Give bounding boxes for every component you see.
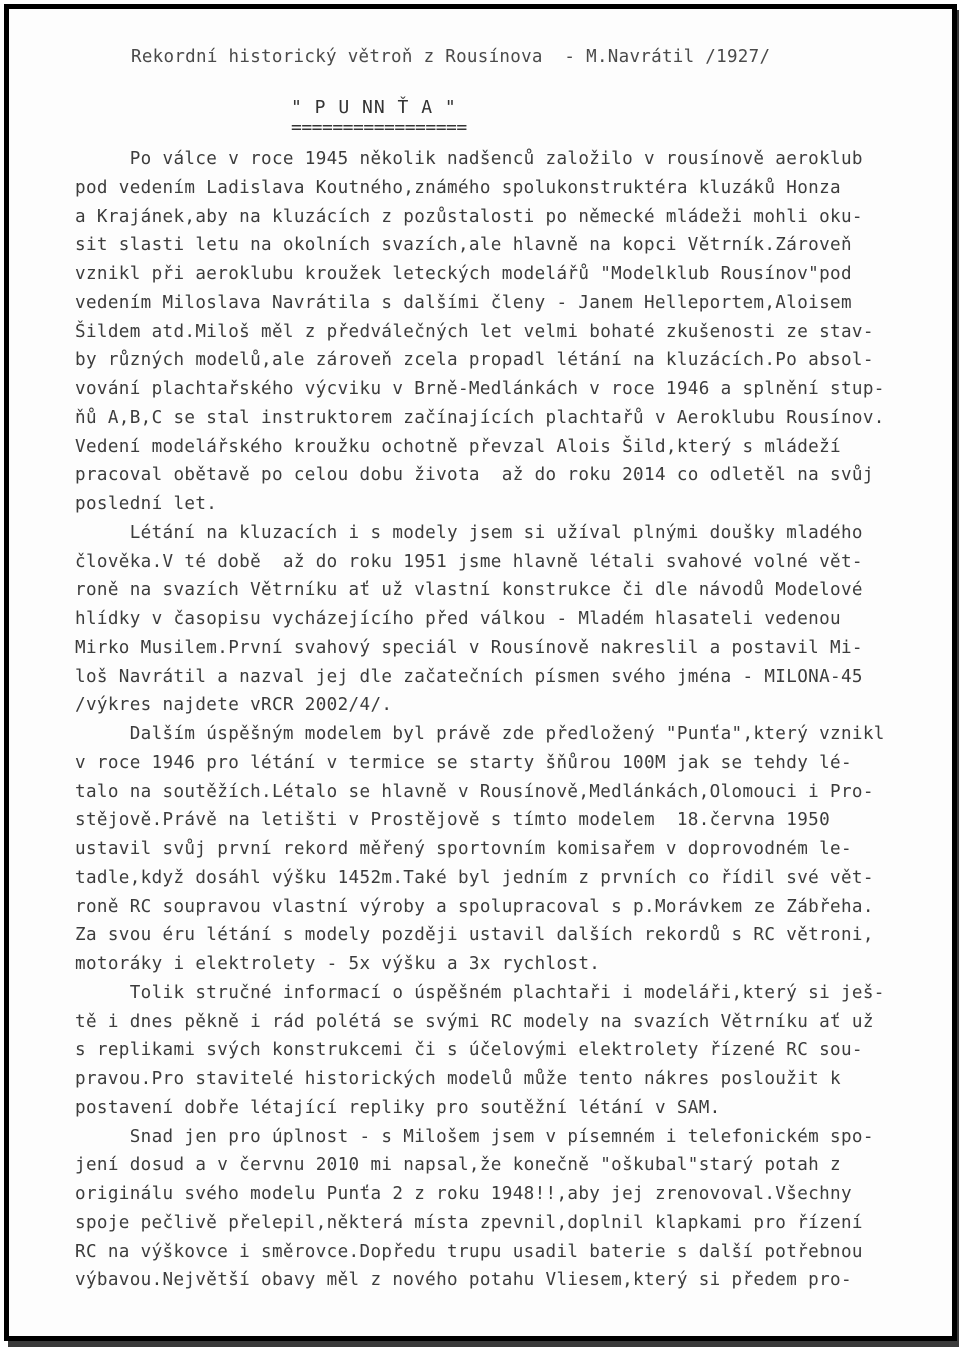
text-line: Za svou éru létání s modely později ustavil dalších rekordů s RC větroni,	[75, 925, 874, 946]
text-line: vování plachtařského výcviku v Brně-Medlánkách v roce 1946 a splnění stup-	[75, 379, 885, 399]
document-body	[75, 145, 945, 1295]
text-line: vedením Miloslava Navrátila s dalšími členy - Janem Helleportem,Aloisem	[75, 292, 852, 313]
text-line: v roce 1946 pro létání v termice se starty šňůrou 100M jak se tehdy lé-	[75, 752, 852, 773]
text-line: pravou.Pro stavitelé historických modelů může tento nákres posloužit k	[75, 1069, 841, 1089]
text-line: jení dosud a v červnu 2010 mi napsal,že konečně "oškubal"starý potah z	[75, 1155, 841, 1176]
text-line: člověka.V té době až do roku 1951 jsme hlavně létali svahové volné vět-	[75, 551, 863, 572]
text-line: a Krajánek,aby na kluzácích z pozůstalosti po německé mládeži mohli oku-	[75, 206, 863, 227]
text-line: s replikami svých konstrukcemi či s účelovými elektrolety řízené RC sou-	[75, 1040, 863, 1061]
text-line: talo na soutěžích.Létalo se hlavně v Rousínově,Medlánkách,Olomouci i Pro-	[75, 781, 874, 802]
text-line: loš Navrátil a nazval jej dle začatečních písmen svého jména - MILONA-45	[75, 666, 863, 687]
text-line: originálu svého modelu Punťa 2 z roku 1948!!,aby jej zrenovoval.Všechny	[75, 1184, 852, 1204]
text-line: Létání na kluzacích i s modely jsem si užíval plnými doušky mladého	[75, 522, 863, 543]
text-line: pod vedením Ladislava Koutného,známého spolukonstruktéra kluzáků Honza	[75, 177, 841, 198]
text-line: Snad jen pro úplnost - s Milošem jsem v písemném i telefonickém spo-	[75, 1126, 874, 1147]
text-line: hlídky v časopisu vycházejícího před válkou - Mladém hlasateli vedenou	[75, 609, 841, 629]
text-line: pracoval obětavě po celou dobu života až do roku 2014 co odletěl na svůj	[75, 465, 874, 486]
text-line: Dalším úspěšným modelem byl právě zde předložený "Punťa",který vznikl	[75, 724, 885, 744]
text-line: ustavil svůj první rekord měřený sportovním komisařem v doprovodném le-	[75, 839, 852, 859]
typewritten-page	[9, 9, 952, 1336]
text-line: stějově.Právě na letišti v Prostějově s tímto modelem 18.června 1950	[75, 810, 831, 831]
text-line: Po válce v roce 1945 několik nadšenců založilo v rousínově aeroklub	[75, 149, 863, 169]
text-line: by různých modelů,ale zároveň zcela propadl létání na kluzácích.Po absol-	[75, 350, 874, 371]
text-line: tadle,když dosáhl výšku 1452m.Také byl jedním z prvních co řídil své vět-	[75, 867, 874, 888]
text-line: sit slasti letu na okolních svazích,ale hlavně na kopci Větrník.Zároveň	[75, 235, 852, 256]
text-line: postavení dobře létající repliky pro soutěžní létání v SAM.	[75, 1097, 721, 1118]
text-line: roně na svazích Větrníku ať už vlastní konstrukce či dle návodů Modelové	[75, 580, 863, 601]
document-header: Rekordní historický větroň z Rousínova - M.Navrátil /1927/	[131, 47, 771, 67]
title-underline: =================	[291, 117, 467, 138]
text-line: Mirko Musilem.První svahový speciál v Rousínově nakreslil a postavil Mi-	[75, 637, 863, 658]
text-line: Vedení modelářského kroužku ochotně převzal Alois Šild,který s mládeží	[75, 436, 841, 457]
text-line: vznikl při aeroklubu kroužek leteckých modelářů "Modelklub Rousínov"pod	[75, 264, 852, 284]
document-frame	[4, 4, 957, 1341]
text-line: výbavou.Největší obavy měl z nového potahu Vliesem,který si předem pro-	[75, 1270, 852, 1291]
text-line: spoje pečlivě přelepil,některá místa zpevnil,doplnil klapkami pro řízení	[75, 1212, 863, 1233]
text-line: /výkres najdete vRCR 2002/4/.	[75, 695, 393, 716]
text-line: roně RC soupravou vlastní výroby a spolupracoval s p.Morávkem ze Zábřeha.	[75, 896, 874, 917]
document-title: " P U NN Ť A "	[291, 97, 457, 118]
text-line: motoráky i elektrolety - 5x výšku a 3x rychlost.	[75, 954, 601, 974]
text-line: tě i dnes pěkně i rád polétá se svými RC modely na svazích Větrníku ať už	[75, 1011, 874, 1032]
text-line: RC na výškovce i směrovce.Dopředu trupu usadil baterie s další potřebnou	[75, 1241, 863, 1262]
text-line: Šildem atd.Miloš měl z předválečných let velmi bohaté zkušenosti ze stav-	[75, 321, 874, 342]
text-line: ňů A,B,C se stal instruktorem začínajících plachtařů v Aeroklubu Rousínov.	[75, 407, 885, 428]
text-line: poslední let.	[75, 494, 218, 514]
text-line: Tolik stručné informací o úspěšném plachtaři i modeláři,který si ješ-	[75, 982, 885, 1003]
